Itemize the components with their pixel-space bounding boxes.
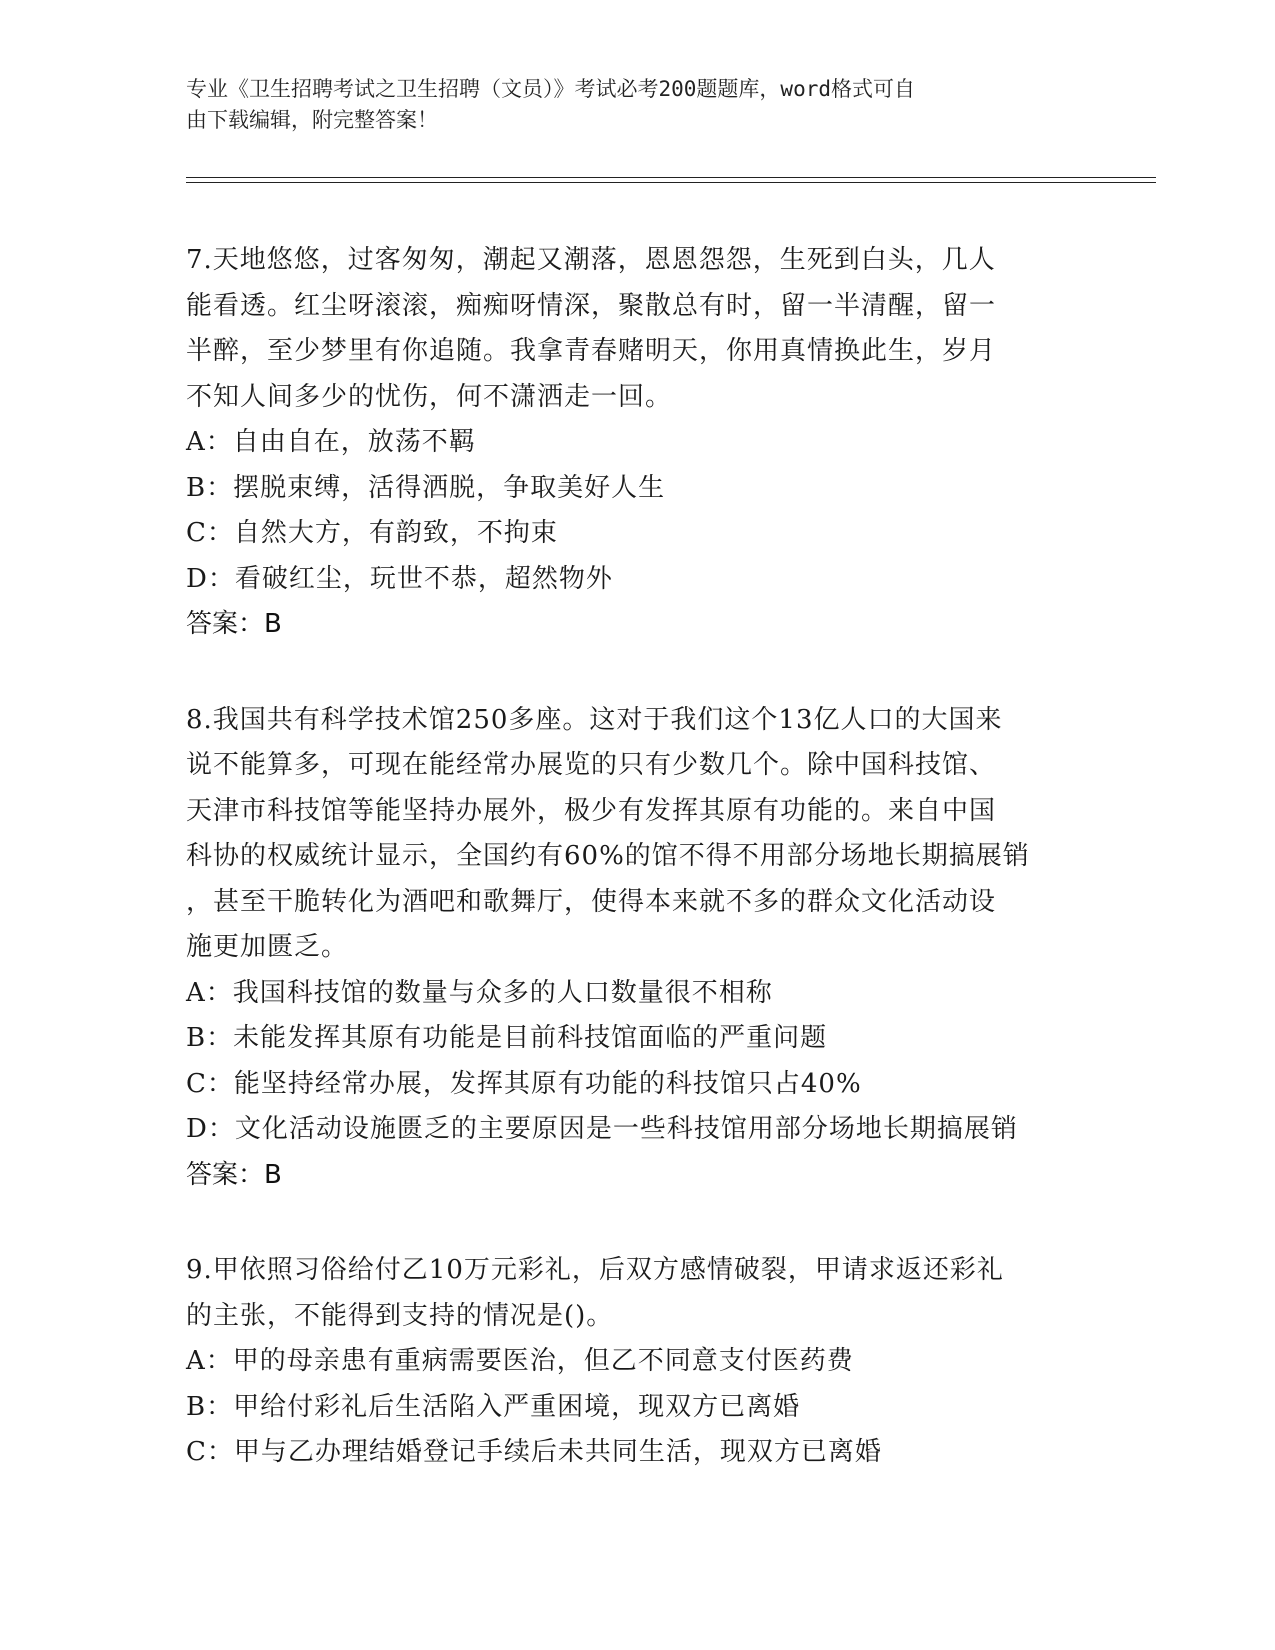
option-a: A：甲的母亲患有重病需要医治，但乙不同意支付医药费 bbox=[186, 1346, 854, 1376]
option-b: B：甲给付彩礼后生活陷入严重困境，现双方已离婚 bbox=[186, 1391, 801, 1422]
option-d: D：文化活动设施匮乏的主要原因是一些科技馆用部分场地长期搞展销 bbox=[186, 1114, 1018, 1144]
question-stem: 8.我国共有科学技术馆250多座。这对于我们这个13亿人口的大国来 说不能算多，可现在能经常办展览的只有少数几个。除中国科技馆、 天津市科技馆等能坚持办展外，极少有发挥其原有功能的。来自中国 科协的权威统计显示，全国约有60%的馆不得不用部分场地长期搞展销 ，甚至干脆转化为酒吧和歌舞厅，使得本来就不多的群众文化活动设 施更加匮乏。 bbox=[186, 704, 1030, 962]
option-c: C：能坚持经常办展，发挥其原有功能的科技馆只占40% bbox=[186, 1068, 862, 1099]
header-line-2: 由下载编辑，附完整答案！ bbox=[186, 108, 438, 132]
question-stem: 7.天地悠悠，过客匆匆，潮起又潮落，恩恩怨怨，生死到白头，几人 能看透。红尘呀滚滚，痴痴呀情深，聚散总有时，留一半清醒，留一 半醉，至少梦里有你追随。我拿青春赌明天，你用真情换此生，岁月 不知人间多少的忧伤，何不潇洒走一回。 bbox=[186, 245, 997, 412]
question-7 bbox=[186, 238, 1086, 648]
option-b: B：摆脱束缚，活得洒脱，争取美好人生 bbox=[186, 472, 666, 503]
option-a: A：自由自在，放荡不羁 bbox=[186, 427, 476, 457]
option-a: A：我国科技馆的数量与众多的人口数量很不相称 bbox=[186, 977, 773, 1008]
question-9 bbox=[186, 1248, 1086, 1476]
question-8 bbox=[186, 698, 1086, 1199]
header-rule-top bbox=[186, 177, 1156, 178]
option-b: B：未能发挥其原有功能是目前科技馆面临的严重问题 bbox=[186, 1023, 828, 1053]
option-c: C：自然大方，有韵致，不拘束 bbox=[186, 518, 558, 548]
header-line-1: 专业《卫生招聘考试之卫生招聘（文员）》考试必考200题题库，word格式可自 bbox=[186, 77, 915, 101]
option-c: C：甲与乙办理结婚登记手续后未共同生活，现双方已离婚 bbox=[186, 1437, 882, 1467]
header-rule-bottom bbox=[186, 182, 1156, 183]
answer-line: 答案：B bbox=[186, 1159, 282, 1190]
question-stem: 9.甲依照习俗给付乙10万元彩礼，后双方感情破裂，甲请求返还彩礼 的主张，不能得到支持的情况是()。 bbox=[186, 1255, 1004, 1331]
option-d: D：看破红尘，玩世不恭，超然物外 bbox=[186, 563, 613, 594]
answer-line: 答案：B bbox=[186, 609, 282, 639]
document-header bbox=[186, 74, 1086, 136]
question-list bbox=[186, 238, 1086, 1526]
